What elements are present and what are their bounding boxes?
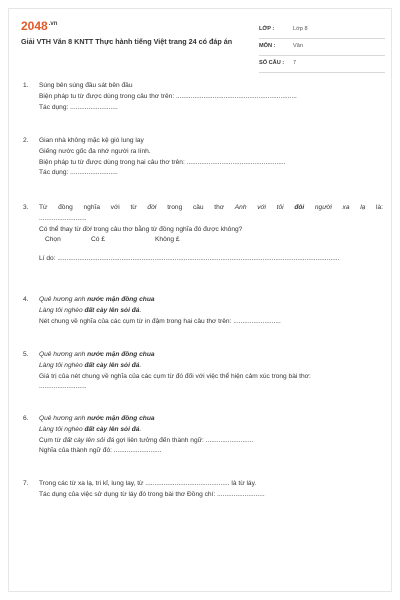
worksheet-page bbox=[8, 8, 392, 592]
text-fragment: Quê hương anh bbox=[39, 351, 88, 358]
text-fragment: Cụm từ bbox=[39, 436, 63, 444]
text-fragment: nước mặn đồng chua bbox=[87, 351, 155, 358]
question-text: Gian nhà không mặc kệ gió lung lay bbox=[39, 137, 144, 144]
question-number: 2. bbox=[23, 137, 29, 144]
meta-label: SỐ CÂU : bbox=[259, 60, 285, 66]
text-fragment: đất cày lên sỏi đá bbox=[84, 361, 140, 369]
meta-label: LỚP : bbox=[259, 26, 275, 32]
text-fragment: Quê hương anh bbox=[39, 415, 88, 422]
question-text: Súng bên súng đầu sát bên đầu bbox=[39, 82, 133, 89]
text-fragment: trong câu thơ bằng từ đồng nghĩa đó được không? bbox=[91, 225, 243, 233]
text-fragment: đất cày lên sỏi đá bbox=[84, 425, 140, 433]
text-fragment: Anh với tôi bbox=[234, 204, 295, 211]
poem-line bbox=[39, 295, 383, 306]
poem-line bbox=[39, 361, 383, 372]
answer-line[interactable]: .......................... bbox=[39, 383, 87, 391]
meta-label: MÔN : bbox=[259, 43, 276, 49]
text-fragment: Quê hương anh bbox=[39, 296, 88, 303]
choice-no-checkbox[interactable]: Không £ bbox=[155, 236, 180, 244]
site-logo[interactable] bbox=[21, 19, 57, 33]
text-fragment: nước mặn đồng chua bbox=[87, 415, 155, 422]
answer-line[interactable]: .......................... bbox=[39, 214, 87, 222]
poem-line bbox=[39, 306, 383, 317]
text-fragment: đất cày lên sỏi đá bbox=[84, 306, 140, 314]
text-fragment: người xa lạ bbox=[304, 204, 366, 211]
header bbox=[21, 19, 385, 71]
logo-suffix: .vn bbox=[48, 21, 58, 27]
question-number: 7. bbox=[23, 480, 29, 487]
text-fragment: đất cày lên sỏi đá bbox=[62, 436, 115, 444]
question-number: 4. bbox=[23, 296, 29, 303]
question-number: 5. bbox=[23, 351, 29, 358]
choice-options bbox=[39, 235, 383, 246]
text-fragment: . bbox=[139, 306, 142, 314]
meta-row-class bbox=[259, 23, 385, 39]
logo-text: 2048 bbox=[21, 19, 48, 33]
meta-value: Lớp 8 bbox=[293, 26, 308, 32]
answer-line[interactable]: Tác dụng: .......................... bbox=[39, 169, 118, 177]
answer-line[interactable]: Nét chung về nghĩa của các cụm từ in đậm trong hai câu thơ trên: .......................... bbox=[39, 317, 281, 325]
answer-line[interactable]: Biện pháp tu từ được dùng trong câu thơ trên: .................................................................. bbox=[39, 92, 297, 100]
text-fragment: nước mặn đồng chua bbox=[87, 296, 155, 303]
answer-line[interactable]: Trong các từ xa lạ, tri kỉ, lung lay, từ .............................................. là từ láy. bbox=[39, 480, 257, 487]
poem-line bbox=[39, 350, 383, 361]
text-fragment: Làng tôi nghèo bbox=[39, 361, 85, 369]
answer-line[interactable]: Lí do: .......................................................................................................................................................... bbox=[39, 255, 340, 263]
poem-line bbox=[39, 414, 383, 425]
question-text bbox=[39, 225, 383, 236]
text-fragment: đời bbox=[147, 204, 157, 211]
question-text: Giá trị của nét chung về nghĩa của các cụm từ đó đối với việc thể hiện cảm xúc trong bài thơ: bbox=[39, 372, 311, 380]
answer-line[interactable]: Tác dụng của việc sử dụng từ láy đó trong bài thơ Đồng chí: .......................... bbox=[39, 490, 265, 498]
text-fragment: Làng tôi nghèo bbox=[39, 306, 85, 314]
answer-line[interactable]: Nghĩa của thành ngữ đó: .......................... bbox=[39, 447, 162, 455]
question-number: 3. bbox=[23, 204, 29, 211]
poem-line bbox=[39, 425, 383, 436]
question-text: Giếng nước gốc đa nhớ người ra lính. bbox=[39, 147, 151, 155]
text-fragment: Từ đồng nghĩa với từ bbox=[39, 204, 148, 211]
answer-line[interactable] bbox=[39, 436, 383, 447]
text-fragment: Có thể thay từ bbox=[39, 225, 83, 233]
choice-yes-checkbox[interactable]: Có £ bbox=[91, 236, 105, 244]
meta-value: Văn bbox=[293, 43, 303, 49]
text-fragment: trong câu thơ bbox=[156, 204, 235, 211]
text-fragment: . bbox=[139, 361, 142, 369]
meta-box bbox=[259, 23, 385, 74]
text-fragment: . bbox=[139, 425, 142, 433]
text-fragment: Làng tôi nghèo bbox=[39, 425, 85, 433]
choice-label: Chọn bbox=[45, 236, 61, 244]
text-fragment: là: bbox=[365, 204, 383, 211]
text-fragment: gợi liên tưởng đến thành ngữ: .......................... bbox=[114, 436, 254, 444]
answer-line[interactable]: Tác dụng: .......................... bbox=[39, 103, 118, 111]
question-number: 6. bbox=[23, 415, 29, 422]
meta-value: 7 bbox=[293, 60, 297, 66]
page-title: Giải VTH Văn 8 KNTT Thực hành tiếng Việt trang 24 có đáp án bbox=[21, 37, 233, 46]
text-fragment: đôi bbox=[294, 204, 305, 211]
meta-row-subject bbox=[259, 40, 385, 56]
meta-row-count bbox=[259, 57, 385, 73]
text-fragment: đời bbox=[82, 225, 92, 233]
question-text bbox=[39, 203, 383, 214]
answer-line[interactable]: Biện pháp tu từ được dùng trong hai câu thơ trên: ...................................................... bbox=[39, 158, 286, 166]
question-number: 1. bbox=[23, 82, 29, 89]
